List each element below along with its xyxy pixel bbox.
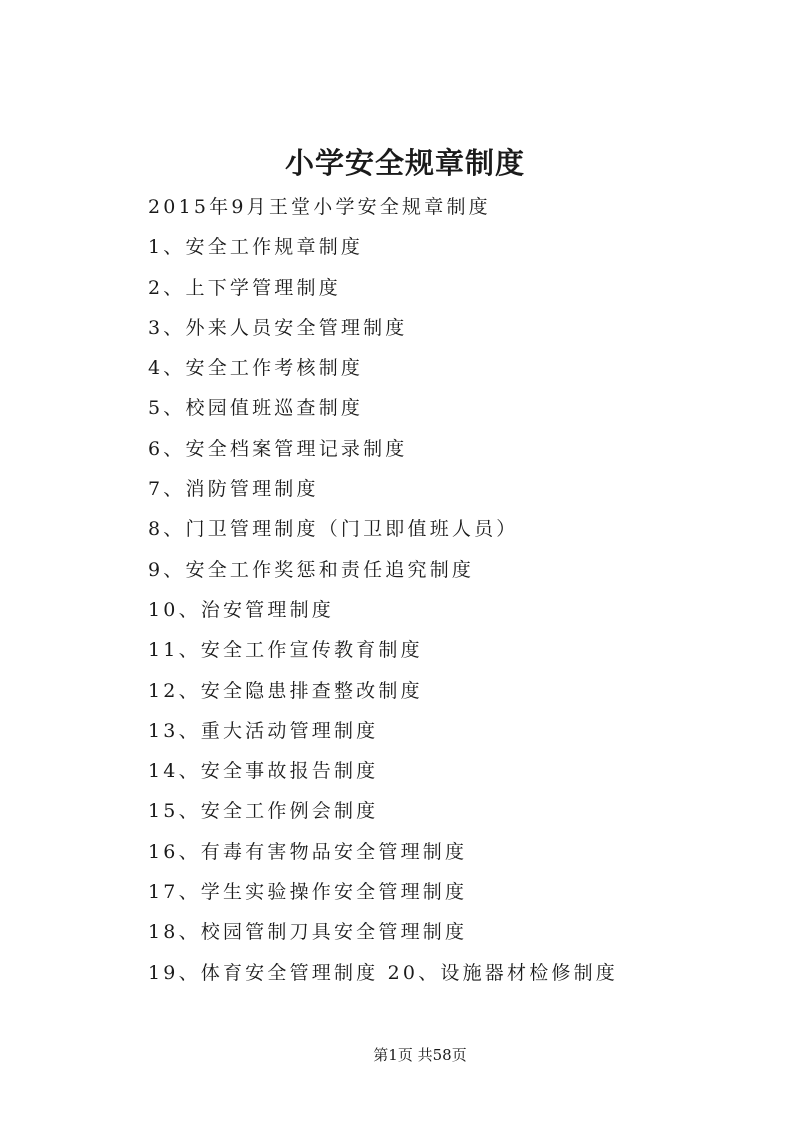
list-item: 5、校园值班巡查制度	[148, 397, 364, 420]
list-item: 13、重大活动管理制度	[148, 719, 379, 742]
list-item: 1、安全工作规章制度	[148, 236, 364, 259]
list-item: 18、校园管制刀具安全管理制度	[148, 921, 468, 944]
list-item: 7、消防管理制度	[148, 478, 319, 501]
list-item: 19、体育安全管理制度 20、设施器材检修制度	[148, 961, 618, 984]
list-item: 17、学生实验操作安全管理制度	[148, 881, 468, 904]
intro-line: 2015年9月王堂小学安全规章制度	[148, 196, 491, 218]
document-body	[148, 187, 768, 993]
list-item: 3、外来人员安全管理制度	[148, 316, 408, 339]
list-item: 4、安全工作考核制度	[148, 357, 364, 380]
document-title: 小学安全规章制度	[284, 146, 525, 180]
list-item: 15、安全工作例会制度	[148, 800, 379, 823]
list-item: 8、门卫管理制度（门卫即值班人员）	[148, 518, 519, 541]
list-item: 10、治安管理制度	[148, 598, 334, 621]
list-item: 14、安全事故报告制度	[148, 760, 379, 783]
list-item: 16、有毒有害物品安全管理制度	[148, 840, 468, 863]
page-footer: 第1页 共58页	[373, 1046, 467, 1064]
list-item: 12、安全隐患排查整改制度	[148, 679, 423, 702]
list-item: 6、安全档案管理记录制度	[148, 437, 408, 460]
list-item: 11、安全工作宣传教育制度	[148, 639, 423, 662]
list-item: 2、上下学管理制度	[148, 276, 341, 299]
list-item: 9、安全工作奖惩和责任追究制度	[148, 558, 475, 581]
